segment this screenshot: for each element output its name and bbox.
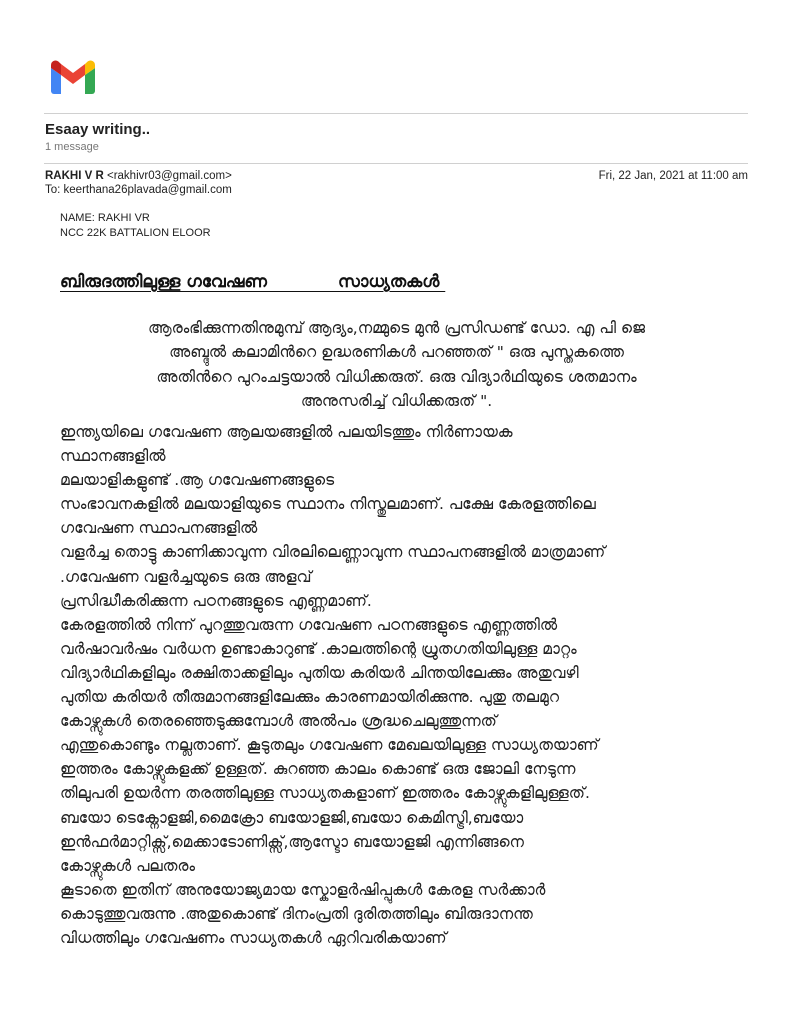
quote-line: അനുസരിച്ച് വിധിക്കരുത് ".: [300, 391, 493, 410]
body-line: .ഗവേഷണ വളർച്ചയുടെ ഒരു അളവ്: [60, 567, 312, 586]
body-line: വിദ്യാർഥികളിലും രക്ഷിതാക്കളിലും പുതിയ കരിയർ ചിന്തയിലേക്കും അതുവഴി: [60, 663, 579, 682]
body-line: ഗവേഷണ സ്ഥാപനങ്ങളിൽ: [60, 519, 258, 538]
body-line: പുതിയ കരിയർ തീരുമാനങ്ങളിലേക്കും കാരണമായിരിക്കുന്നു. പുതു തലമുറ: [60, 688, 559, 707]
body-line: കോഴ്സുകൾ പലതരം: [60, 856, 196, 875]
body-line: വർഷാവർഷം വർധന ഉണ്ടാകാറുണ്ട് .കാലത്തിന്റെ ധ്രുതഗതിയിലുള്ള മാറ്റം: [60, 639, 577, 658]
email-subject: Esaay writing..: [45, 121, 151, 138]
body-line: ഇൻഫർമാറ്റിക്സ്,മെക്കാടോണിക്സ്,ആസ്ടോ ബയോളജി എന്നിങ്ങനെ: [60, 832, 524, 851]
email-date: Fri, 22 Jan, 2021 at 11:00 am: [598, 170, 748, 182]
quote-line: അബ്ദുൽ കലാമിൻറെ ഉദ്ധരണികൾ പറഞ്ഞത് " ഒരു പുസ്തകത്തെ: [169, 343, 624, 362]
body-line: കൊടുത്തുവരുന്നു .അതുകൊണ്ട് ദിനംപ്രതി ദുരിതത്തിലും ബിരുദാനന്ത: [60, 904, 533, 923]
sender-email[interactable]: <rakhivr03@gmail.com>: [106, 170, 232, 182]
body-line: എന്തുകൊണ്ടും നല്ലതാണ്. കൂടുതലും ഗവേഷണ മേഖലയിലുള്ള സാധ്യതയാണ്: [60, 736, 599, 755]
body-line: മലയാളികളുണ്ട് .ആ ഗവേഷണങ്ങളുടെ: [60, 471, 335, 490]
quote-line: അതിൻറെ പുറംചട്ടയാൽ വിധിക്കരുത്. ഒരു വിദ്യാർഥിയുടെ ശതമാനം: [156, 367, 637, 386]
body-line: കോഴ്സുകൾ തെരഞ്ഞെടുക്കുമ്പോൾ അൽപം ശ്രദ്ധചെലുത്തുന്നത്: [60, 712, 497, 731]
body-line: വളർച്ച തൊട്ടു കാണിക്കാവുന്ന വിരലിലെണ്ണാവുന്ന സ്ഥാപനങ്ങളിൽ മാത്രമാണ്: [60, 543, 606, 562]
signature-unit: NCC 22K BATTALION ELOOR: [60, 227, 211, 239]
body-line: ഇന്ത്യയിലെ ഗവേഷണ ആലയങ്ങളിൽ പലയിടത്തും നിർണായക: [60, 423, 513, 441]
sender-name: RAKHI V R: [45, 170, 104, 182]
signature-name: NAME: RAKHI VR: [60, 212, 150, 224]
body-line: കൂടാതെ ഇതിന് അനുയോജ്യമായ സ്കോളർഷിപ്പുകൾ കേരള സർക്കാർ: [60, 880, 546, 899]
body-line: തിലുപരി ഉയർന്ന തരത്തിലുള്ള സാധ്യതകളാണ് ഇത്തരം കോഴ്സുകളിലുള്ളത്.: [60, 784, 590, 803]
essay-body: [60, 420, 750, 950]
body-line: വിധത്തിലും ഗവേഷണം സാധ്യതകൾ ഏറിവരികയാണ്: [60, 928, 447, 947]
body-line: ഇത്തരം കോഴ്സുകളക്ക് ഉള്ളത്. കുറഞ്ഞ കാലം കൊണ്ട് ഒരു ജോലി നേടുന്ന: [60, 760, 576, 779]
sender-line: [45, 170, 232, 182]
body-line: ബയോ ടെക്നോളജി,മൈക്രോ ബയോളജി,ബയോ കെമിസ്ട്രി,ബയോ: [60, 808, 524, 827]
header-divider: [44, 113, 748, 114]
body-line: കേരളത്തിൽ നിന്ന് പുറത്തുവരുന്ന ഗവേഷണ പഠനങ്ങളുടെ എണ്ണത്തിൽ: [60, 615, 558, 634]
body-line: പ്രസിദ്ധീകരിക്കുന്ന പഠനങ്ങളുടെ എണ്ണമാണ്.: [60, 591, 372, 610]
body-line: സ്ഥാനങ്ങളിൽ: [60, 447, 166, 466]
quote-line: ആരംഭിക്കുന്നതിനുമുമ്പ് ആദ്യം,നമ്മുടെ മുൻ പ്രസിഡണ്ട് ഡോ. എ പി ജെ: [148, 319, 645, 337]
recipient-line: To: keerthana26plavada@gmail.com: [45, 184, 232, 196]
body-line: സംഭാവനകളിൽ മലയാളിയുടെ സ്ഥാനം നിസ്തുലമാണ്. പക്ഷേ കേരളത്തിലെ: [60, 495, 596, 514]
message-count: 1 message: [45, 141, 99, 153]
subject-divider: [44, 163, 748, 164]
essay-quote: [60, 316, 733, 413]
gmail-logo-icon: [51, 60, 95, 94]
essay-heading: ബിരുദത്തിലുള്ള ഗവേഷണ സാധ്യതകൾ: [60, 272, 446, 292]
